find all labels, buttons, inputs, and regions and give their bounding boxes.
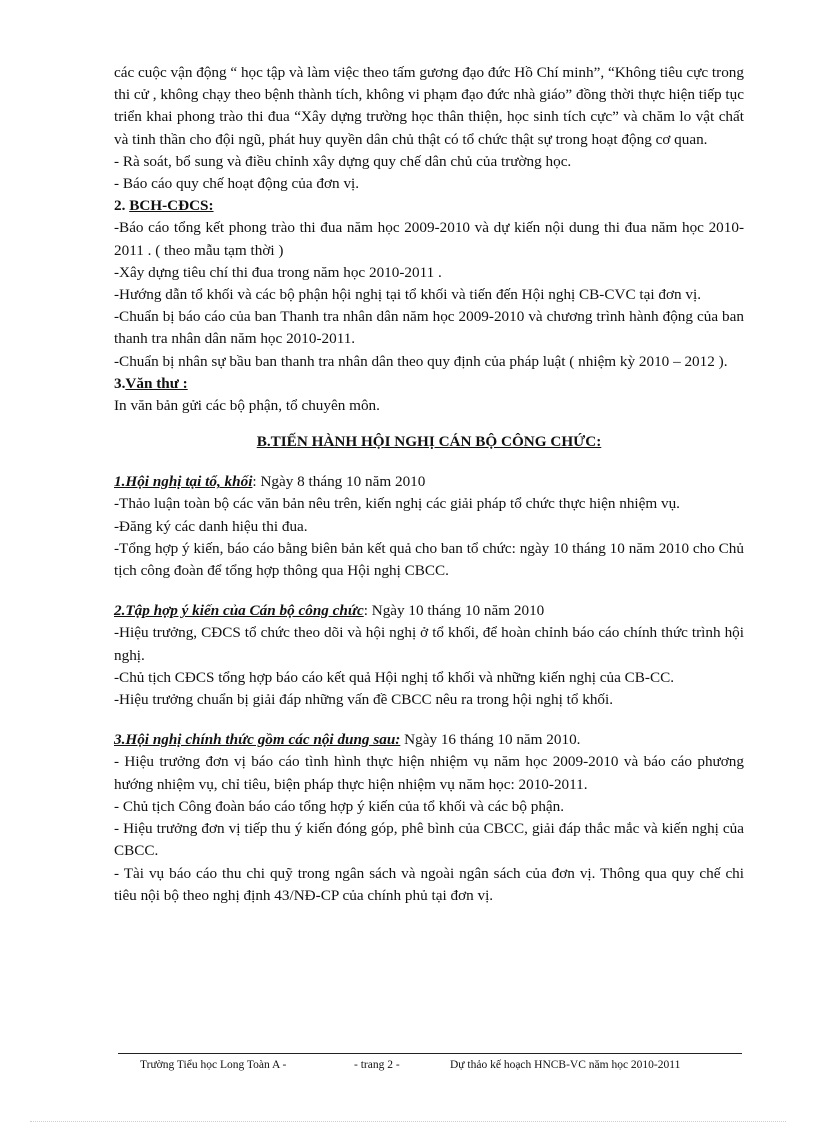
list-item: -Hiệu trưởng, CĐCS tổ chức theo dõi và hội nghị ở tổ khối, để hoàn chỉnh báo cáo chính thức trình hội nghị. xyxy=(114,624,744,664)
list-item: -Hướng dẫn tổ khối và các bộ phận hội nghị tại tổ khối và tiến đến Hội nghị CB-CVC tại đơn vị. xyxy=(114,286,701,304)
list-item: -Chuẩn bị báo cáo của ban Thanh tra nhân dân năm học 2009-2010 và chương trình hành động của ban thanh tra nhân dân năm học 2010-2011. xyxy=(114,308,744,348)
part-date: Ngày 16 tháng 10 năm 2010. xyxy=(400,731,581,749)
list-item: -Chuẩn bị nhân sự bầu ban thanh tra nhân dân theo quy định của pháp luật ( nhiệm kỳ 2010 – 2012 ). xyxy=(114,352,728,370)
paragraph: các cuộc vận động “ học tập và làm việc theo tấm gương đạo đức Hồ Chí minh”, “Không tiêu cực trong thi cử , không chạy theo bệnh thành tích, không vi phạm đạo đức nhà giáo” đồng thời thực hiện tiếp tục triển khai phong trào thi đua “Xây dựng trường học thân thiện, học sinh tích cực” và chăm lo vật chất và tinh thần cho đội ngũ, phát huy quyền dân chủ thật có tổ chức thật sự trong hoạt động cơ quan. xyxy=(114,64,744,148)
part-lead: 2.Tập hợp ý kiến của Cán bộ công chức xyxy=(114,602,364,620)
heading-text: BCH-CĐCS: xyxy=(129,197,214,215)
part-lead: 1.Hội nghị tại tổ, khối xyxy=(114,473,253,491)
footer-page-number: - trang 2 - xyxy=(354,1059,400,1071)
list-item: - Hiệu trưởng đơn vị báo cáo tình hình thực hiện nhiệm vụ năm học 2009-2010 và báo cáo phương hướng nhiệm vụ, chỉ tiêu, biện pháp thực hiện nhiệm vụ năm học: 2010-2011. xyxy=(114,753,744,793)
part-heading xyxy=(114,471,744,493)
heading-text: Văn thư : xyxy=(125,374,188,392)
heading-number: 3. xyxy=(114,374,126,392)
section-title: B.TIẾN HÀNH HỘI NGHỊ CÁN BỘ CÔNG CHỨC: xyxy=(256,433,602,451)
page-bottom-border xyxy=(30,1121,786,1122)
list-item: - Hiệu trưởng đơn vị tiếp thu ý kiến đóng góp, phê bình của CBCC, giải đáp thắc mắc và kiến nghị của CBCC. xyxy=(114,820,744,860)
part-date: : Ngày 8 tháng 10 năm 2010 xyxy=(252,473,426,491)
spacer xyxy=(114,453,744,471)
list-item: -Thảo luận toàn bộ các văn bản nêu trên, kiến nghị các giải pháp tổ chức thực hiện nhiệm vụ. xyxy=(114,495,680,513)
list-item: -Báo cáo tổng kết phong trào thi đua năm học 2009-2010 và dự kiến nội dung thi đua năm học 2010-2011 . ( theo mẫu tạm thời ) xyxy=(114,219,744,259)
part-date: : Ngày 10 tháng 10 năm 2010 xyxy=(363,602,545,620)
list-item: - Rà soát, bổ sung và điều chỉnh xây dựng quy chế dân chủ của trường học. xyxy=(114,152,572,170)
list-item: - Báo cáo quy chế hoạt động của đơn vị. xyxy=(114,175,360,193)
list-item: - Chủ tịch Công đoàn báo cáo tổng hợp ý kiến của tổ khối và các bộ phận. xyxy=(114,797,565,815)
footer-document-title: Dự thảo kế hoạch HNCB-VC năm học 2010-2011 xyxy=(450,1059,681,1071)
section-heading xyxy=(114,373,744,395)
page-footer xyxy=(118,1053,742,1071)
part-heading xyxy=(114,600,744,622)
section-heading xyxy=(114,195,744,217)
spacer xyxy=(114,582,744,600)
heading-number: 2. xyxy=(114,197,130,215)
list-item: -Tổng hợp ý kiến, báo cáo bằng biên bản kết quả cho ban tổ chức: ngày 10 tháng 10 năm 2010 cho Chủ tịch công đoàn để tổng hợp thông qua Hội nghị CBCC. xyxy=(114,539,744,580)
spacer xyxy=(114,711,744,729)
list-item: -Đăng ký các danh hiệu thi đua. xyxy=(114,517,308,535)
spacer xyxy=(114,417,744,431)
part-lead: 3.Hội nghị chính thức gồm các nội dung sau: xyxy=(114,731,401,749)
list-item: -Xây dựng tiêu chí thi đua trong năm học 2010-2011 . xyxy=(114,263,442,281)
list-item: - Tài vụ báo cáo thu chi quỹ trong ngân sách và ngoài ngân sách của đơn vị. Thông qua quy chế chi tiêu nội bộ theo nghị định 43/NĐ-CP của chính phủ tại đơn vị. xyxy=(114,864,744,904)
list-item: -Hiệu trưởng chuẩn bị giải đáp những vấn đề CBCC nêu ra trong hội nghị tổ khối. xyxy=(114,691,614,709)
list-item: In văn bản gửi các bộ phận, tổ chuyên môn. xyxy=(114,397,380,415)
footer-school: Trường Tiểu học Long Toàn A - xyxy=(140,1059,287,1071)
document-page xyxy=(114,62,744,907)
part-heading xyxy=(114,729,744,751)
list-item: -Chủ tịch CĐCS tổng hợp báo cáo kết quả Hội nghị tổ khối và những kiến nghị của CB-CC. xyxy=(114,668,675,686)
